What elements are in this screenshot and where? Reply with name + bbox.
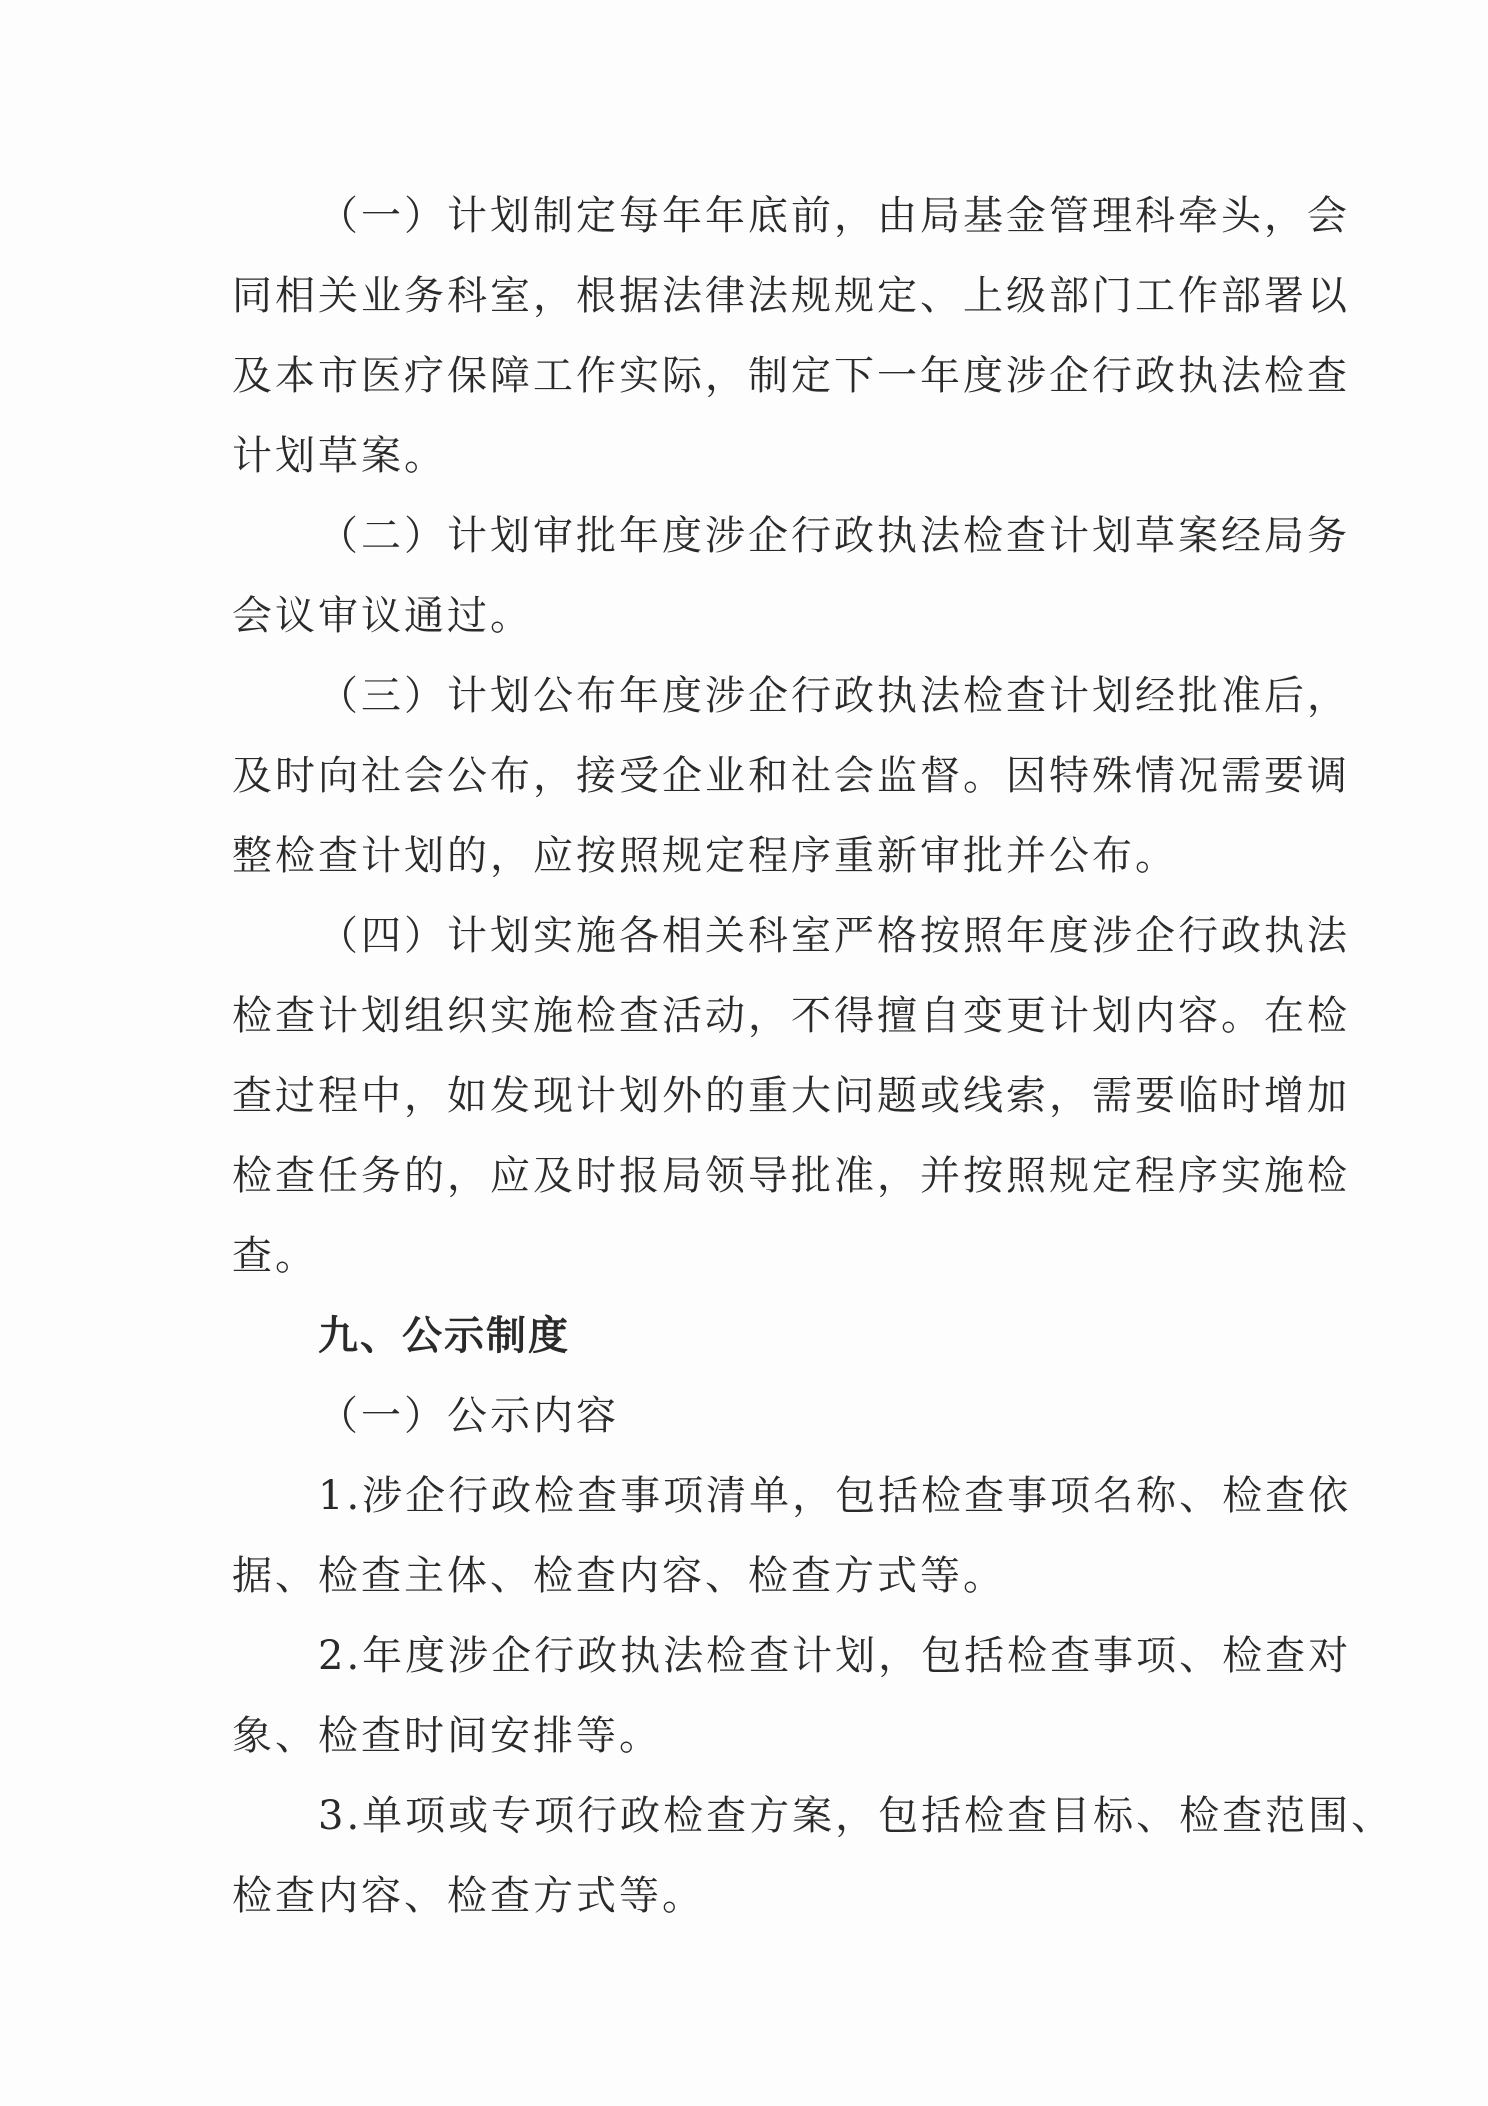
paragraph-line: （四）计划实施各相关科室严格按照年度涉企行政执法 bbox=[318, 913, 1350, 959]
paragraph-line: 查过程中，如发现计划外的重大问题或线索，需要临时增加 bbox=[232, 1073, 1350, 1119]
paragraph-line: 检查计划组织实施检查活动，不得擅自变更计划内容。在检 bbox=[232, 993, 1350, 1039]
paragraph-line: 及本市医疗保障工作实际，制定下一年度涉企行政执法检查 bbox=[232, 353, 1350, 399]
list-item-line: 2.年度涉企行政执法检查计划，包括检查事项、检查对 bbox=[318, 1633, 1352, 1679]
paragraph-line: 查。 bbox=[232, 1233, 318, 1279]
subsection-heading: （一）公示内容 bbox=[318, 1393, 619, 1439]
list-item-line: 据、检查主体、检查内容、检查方式等。 bbox=[232, 1553, 1006, 1599]
paragraph-line: （一）计划制定每年年底前，由局基金管理科牵头，会 bbox=[318, 193, 1350, 239]
section-heading: 九、公示制度 bbox=[318, 1313, 570, 1359]
list-item-line: 3.单项或专项行政检查方案，包括检查目标、检查范围、 bbox=[318, 1793, 1395, 1839]
paragraph-line: 会议审议通过。 bbox=[232, 593, 533, 639]
paragraph-line: 及时向社会公布，接受企业和社会监督。因特殊情况需要调 bbox=[232, 753, 1350, 799]
paragraph-line: （三）计划公布年度涉企行政执法检查计划经批准后， bbox=[318, 673, 1350, 719]
paragraph-line: 同相关业务科室，根据法律法规规定、上级部门工作部署以 bbox=[232, 273, 1350, 319]
paragraph-line: 计划草案。 bbox=[232, 433, 447, 479]
list-item-line: 1.涉企行政检查事项清单，包括检查事项名称、检查依 bbox=[318, 1473, 1352, 1519]
paragraph-line: 整检查计划的，应按照规定程序重新审批并公布。 bbox=[232, 833, 1178, 879]
paragraph-line: 检查任务的，应及时报局领导批准，并按照规定程序实施检 bbox=[232, 1153, 1350, 1199]
paragraph-line: （二）计划审批年度涉企行政执法检查计划草案经局务 bbox=[318, 513, 1350, 559]
list-item-line: 象、检查时间安排等。 bbox=[232, 1713, 662, 1759]
list-item-line: 检查内容、检查方式等。 bbox=[232, 1873, 705, 1919]
